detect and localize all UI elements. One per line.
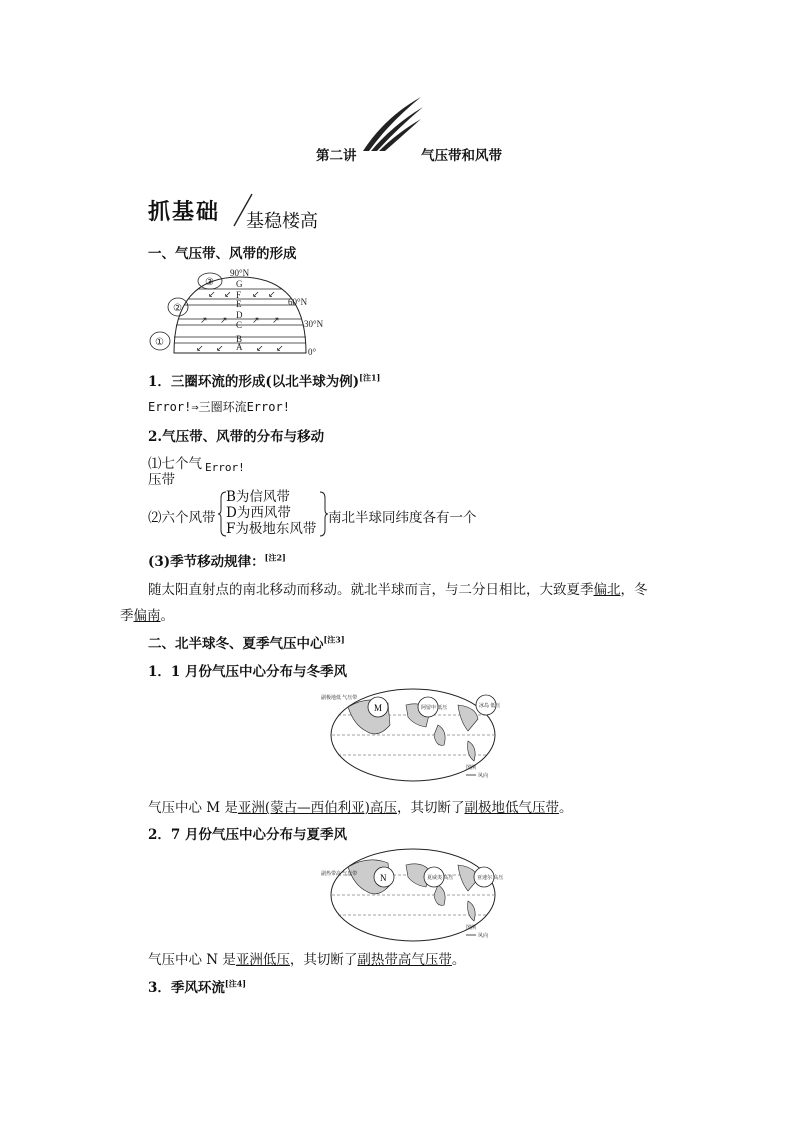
wind-belt-d: D为西风带 bbox=[226, 505, 291, 521]
s2-item1-text: 气压中心 M 是亚洲(蒙古—西伯利亚)高压，其切断了副极地低气压带。 bbox=[148, 800, 573, 816]
map2-label-right: 亚速尔 高压 bbox=[477, 876, 504, 881]
svg-text:↙: ↙ bbox=[252, 289, 260, 299]
item2-2-label: ⑵六个风带 bbox=[148, 510, 216, 526]
letter-a: A bbox=[236, 342, 243, 352]
map2-label-mid: 夏威夷 高压 bbox=[427, 876, 454, 881]
cell-2: ② bbox=[173, 303, 182, 314]
letter-d: D bbox=[236, 310, 243, 320]
banner-left: 抓基础 bbox=[148, 200, 221, 225]
wind-belt-f: F为极地东风带 bbox=[226, 521, 317, 537]
item2-1-err: Error! bbox=[205, 461, 245, 474]
s2-item3-title: 3．季风环流[注4] bbox=[148, 978, 247, 996]
january-pressure-map bbox=[318, 685, 508, 785]
para1-line1: 随太阳直射点的南北移动而移动。就北半球而言，与二分日相比，大致夏季偏北，冬 bbox=[148, 582, 648, 598]
right-brace bbox=[318, 490, 328, 538]
letter-c: C bbox=[236, 320, 243, 330]
map2-legend-item: 风向 bbox=[478, 934, 489, 939]
map2-center: N bbox=[380, 873, 387, 883]
map1-label-left: 副极地低 气压带 bbox=[321, 696, 358, 701]
lat-30: 30°N bbox=[304, 319, 324, 329]
map1-label-mid: 阿留申 低压 bbox=[421, 706, 448, 711]
svg-text:↙: ↙ bbox=[276, 343, 284, 353]
section2-heading: 二、北半球冬、夏季气压中心[注3] bbox=[148, 634, 345, 652]
svg-text:↗: ↗ bbox=[220, 315, 228, 325]
july-pressure-map bbox=[318, 845, 508, 945]
map1-legend: 图例 bbox=[466, 766, 477, 771]
cell-1: ① bbox=[155, 337, 164, 348]
s2-item2-title: 2．7 月份气压中心分布与夏季风 bbox=[148, 827, 347, 843]
lat-0: 0° bbox=[308, 347, 317, 357]
svg-text:↗: ↗ bbox=[252, 315, 260, 325]
map1-legend-item: 风向 bbox=[478, 774, 489, 779]
svg-text:↗: ↗ bbox=[200, 315, 208, 325]
letter-e: E bbox=[236, 299, 242, 309]
map2-legend: 图例 bbox=[466, 926, 477, 931]
letter-g: G bbox=[236, 279, 243, 289]
svg-text:↙: ↙ bbox=[256, 343, 264, 353]
section1-heading: 一、气压带、风带的形成 bbox=[148, 246, 297, 262]
svg-text:↙: ↙ bbox=[268, 289, 276, 299]
s2-item1-title: 1．1 月份气压中心分布与冬季风 bbox=[148, 664, 347, 680]
item2-title: 2.气压带、风带的分布与移动 bbox=[148, 429, 325, 445]
letter-f: F bbox=[236, 290, 242, 300]
map1-center: M bbox=[374, 703, 383, 713]
svg-text:↙: ↙ bbox=[208, 289, 216, 299]
svg-text:↙: ↙ bbox=[216, 343, 224, 353]
item2-2-tail: 南北半球同纬度各有一个 bbox=[328, 510, 477, 526]
banner-right: 基稳楼高 bbox=[246, 211, 318, 232]
svg-text:↙: ↙ bbox=[196, 343, 204, 353]
circulation-diagram bbox=[140, 265, 340, 363]
item1-line: Error!⇒三圈环流Error! bbox=[148, 400, 290, 414]
map1-label-right: 冰岛 低压 bbox=[479, 704, 501, 709]
page-title: 气压带和风带 bbox=[421, 148, 502, 164]
swoosh-logo bbox=[355, 95, 425, 155]
s2-item2-text: 气压中心 N 是亚洲低压，其切断了副热带高气压带。 bbox=[148, 952, 466, 968]
svg-text:↗: ↗ bbox=[272, 315, 280, 325]
item2-1-a: ⑴七个气 bbox=[148, 456, 202, 472]
svg-text:↙: ↙ bbox=[224, 289, 232, 299]
map2-label-left: 副热带高 气压带 bbox=[321, 872, 358, 877]
letter-b: B bbox=[236, 334, 243, 344]
item1-title: 1．三圈环流的形成(以北半球为例)[注1] bbox=[148, 372, 381, 390]
lat-60: 60°N bbox=[288, 297, 308, 307]
lat-90: 90°N bbox=[230, 268, 250, 278]
wind-belt-b: B为信风带 bbox=[226, 489, 290, 505]
lecture-number: 第二讲 bbox=[316, 148, 357, 164]
wind-belt-list bbox=[226, 489, 316, 537]
cell-3: ③ bbox=[205, 277, 214, 288]
para1-line2: 季偏南。 bbox=[120, 608, 174, 624]
item2-1-b: 压带 bbox=[148, 472, 175, 488]
item2-3: (3)季节移动规律：[注2] bbox=[148, 552, 286, 570]
